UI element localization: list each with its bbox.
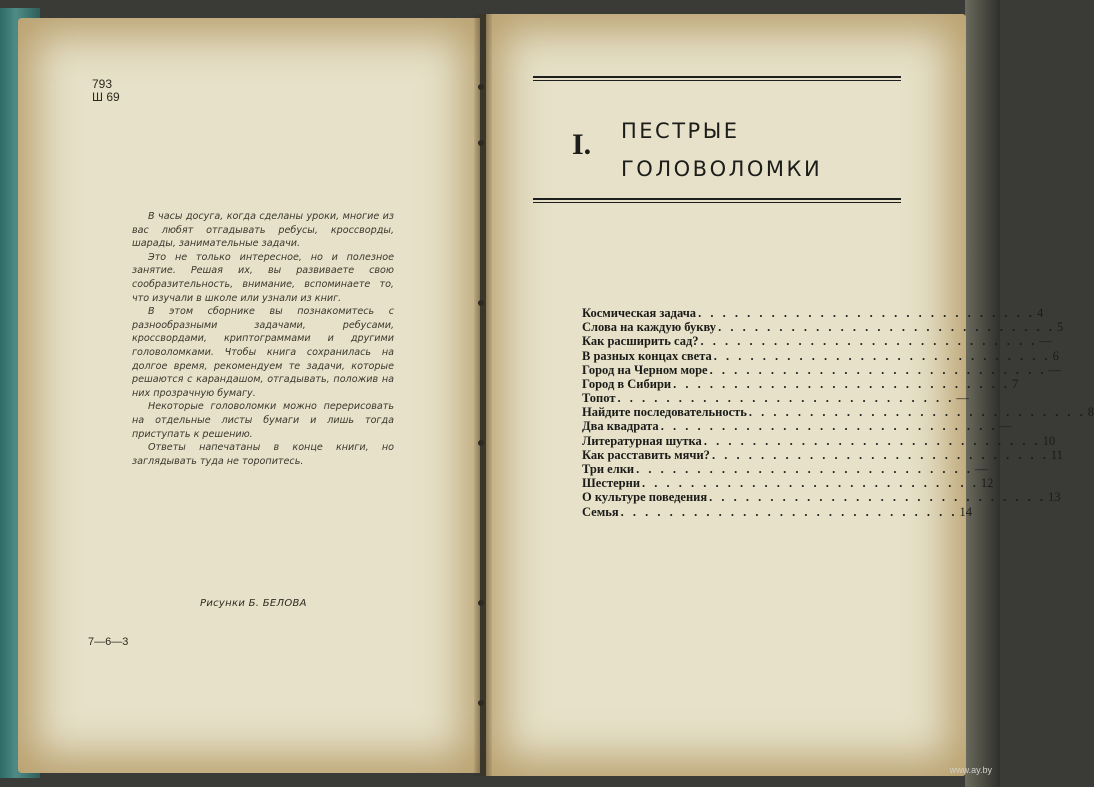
toc-entry-title: Три елки xyxy=(582,462,635,477)
toc-entry-page: 11 xyxy=(1050,447,1063,462)
section-number: I. xyxy=(572,128,592,161)
toc-entry-page: — xyxy=(1039,334,1052,349)
section-title xyxy=(621,112,822,188)
toc-entry-page: 10 xyxy=(1042,433,1056,448)
toc-entry xyxy=(582,305,1044,320)
toc-leader-dots: . . . . . . . . . . . . . . . . . . . . . . . . . . . . xyxy=(748,405,1086,420)
book-gutter xyxy=(474,14,492,776)
toc-entry-page: — xyxy=(956,391,969,406)
toc-leader-dots: . . . . . . . . . . . . . . . . . . . . . . . . . . . . xyxy=(711,447,1049,462)
toc-entry-page: 6 xyxy=(1052,348,1059,363)
toc-entry-page: — xyxy=(974,462,988,477)
bottom-rule xyxy=(533,198,901,203)
library-code xyxy=(92,78,120,104)
toc-entry-title: Найдите последовательность xyxy=(582,405,747,420)
toc-leader-dots: . . . . . . . . . . . . . . . . . . . . . . . . . . . . xyxy=(617,391,955,406)
toc-entry xyxy=(582,320,1064,335)
toc-entry xyxy=(582,504,972,519)
toc-leader-dots: . . . . . . . . . . . . . . . . . . . . . . . . . . . . xyxy=(660,419,998,434)
top-rule xyxy=(533,76,901,81)
toc-leader-dots: . . . . . . . . . . . . . . . . . . . . . . . . . . . . xyxy=(713,348,1051,363)
binding-stitch xyxy=(478,84,484,90)
toc-entry-page: 13 xyxy=(1048,490,1061,505)
toc-leader-dots: . . . . . . . . . . . . . . . . . . . . . . . . . . . . xyxy=(700,334,1038,349)
toc-entry-title: Как расширить сад? xyxy=(582,334,699,349)
toc-entry-page: 5 xyxy=(1056,320,1064,335)
intro-paragraph: Это не только интересное, но и полезное занятие. Решая их, вы развиваете свою сообразительность, внимание, вспоминаете то, что изучали в школе или узнали из книг. xyxy=(132,251,394,304)
intro-paragraph: В часы досуга, когда сделаны уроки, многие из вас любят отгадывать ребусы, кроссворды, шарады, занимательные задачи. xyxy=(132,211,394,250)
binding-stitch xyxy=(478,300,484,306)
toc-entry-title: Шестерни xyxy=(582,476,641,491)
intro-paragraph: В этом сборнике вы познакомитесь с разнообразными задачами, ребусами, кроссвордами, криптограммами и другими головоломками. Чтобы книга сохранилась на долгое время, рекомендуем те задачи, которые решаются с карандашом, отгадывать, положив на них прозрачную бумагу. xyxy=(132,306,394,399)
library-code-line: Ш 69 xyxy=(92,90,120,104)
toc-entry xyxy=(582,419,1013,434)
toc-entry-title: О культуре поведения xyxy=(582,490,708,505)
toc-entry-page: 8 xyxy=(1087,405,1094,420)
toc-entry-title: Топот xyxy=(582,391,616,406)
intro-text xyxy=(132,210,394,468)
toc-entry-title: Слова на каждую букву xyxy=(582,320,717,335)
binding-stitch xyxy=(478,140,484,146)
toc-entry-title: Как расставить мячи? xyxy=(582,447,710,462)
toc-entry-page: — xyxy=(999,419,1013,434)
section-title-line: ПЕСТРЫЕ xyxy=(621,119,740,143)
toc-leader-dots: . . . . . . . . . . . . . . . . . . . . . . . . . . . . xyxy=(718,320,1055,335)
book-cover-edge-right xyxy=(965,0,1000,787)
toc-entry xyxy=(582,462,988,477)
toc-entry-page: — xyxy=(1048,362,1061,377)
toc-entry-title: Литературная шутка xyxy=(582,433,702,448)
toc-entry xyxy=(582,490,1061,505)
toc-leader-dots: . . . . . . . . . . . . . . . . . . . . . . . . . . . . xyxy=(698,305,1035,320)
toc-leader-dots: . . . . . . . . . . . . . . . . . . . . . . . . . . . . xyxy=(709,362,1047,377)
illustrator-credit: Рисунки Б. БЕЛОВА xyxy=(200,598,307,609)
toc-entry xyxy=(582,334,1052,349)
toc-leader-dots: . . . . . . . . . . . . . . . . . . . . . . . . . . . . xyxy=(703,433,1041,448)
toc-entry xyxy=(582,405,1094,420)
toc-leader-dots: . . . . . . . . . . . . . . . . . . . . . . . . . . . . xyxy=(673,376,1010,391)
binding-stitch xyxy=(478,600,484,606)
toc-entry xyxy=(582,476,994,491)
binding-stitch xyxy=(478,700,484,706)
toc-entry xyxy=(582,348,1059,363)
toc-entry-page: 4 xyxy=(1036,305,1044,320)
toc-leader-dots: . . . . . . . . . . . . . . . . . . . . . . . . . . . . xyxy=(620,504,958,519)
binding-stitch xyxy=(478,440,484,446)
toc-leader-dots: . . . . . . . . . . . . . . . . . . . . . . . . . . . . xyxy=(636,462,973,477)
library-code-line: 793 xyxy=(92,77,113,91)
toc-leader-dots: . . . . . . . . . . . . . . . . . . . . . . . . . . . . xyxy=(709,490,1046,505)
intro-paragraph: Ответы напечатаны в конце книги, но заглядывать туда не торопитесь. xyxy=(132,442,394,467)
print-code: 7—6—3 xyxy=(88,636,129,648)
toc-entry xyxy=(582,376,1019,391)
toc-entry xyxy=(582,433,1056,448)
toc-entry-title: Космическая задача xyxy=(582,305,697,320)
toc-entry xyxy=(582,447,1063,462)
toc-entry xyxy=(582,362,1061,377)
toc-entry-title: Семья xyxy=(582,504,619,519)
toc-leader-dots: . . . . . . . . . . . . . . . . . . . . . . . . . . . . xyxy=(642,476,979,491)
toc-entry xyxy=(582,391,969,406)
toc-entry-title: Город на Черном море xyxy=(582,362,708,377)
section-title-line: ГОЛОВОЛОМКИ xyxy=(621,157,823,181)
toc-entry-title: В разных концах света xyxy=(582,348,712,363)
table-of-contents xyxy=(582,305,1094,519)
toc-entry-page: 14 xyxy=(959,504,972,519)
toc-entry-page: 12 xyxy=(980,476,994,491)
intro-paragraph: Некоторые головоломки можно перерисовать на отдельные листы бумаги и лишь тогда приступать к решению. xyxy=(132,401,394,440)
watermark: www.ay.by xyxy=(949,765,992,775)
toc-entry-page: 7 xyxy=(1011,376,1019,391)
toc-entry-title: Два квадрата xyxy=(582,419,659,434)
toc-entry-title: Город в Сибири xyxy=(582,376,672,391)
